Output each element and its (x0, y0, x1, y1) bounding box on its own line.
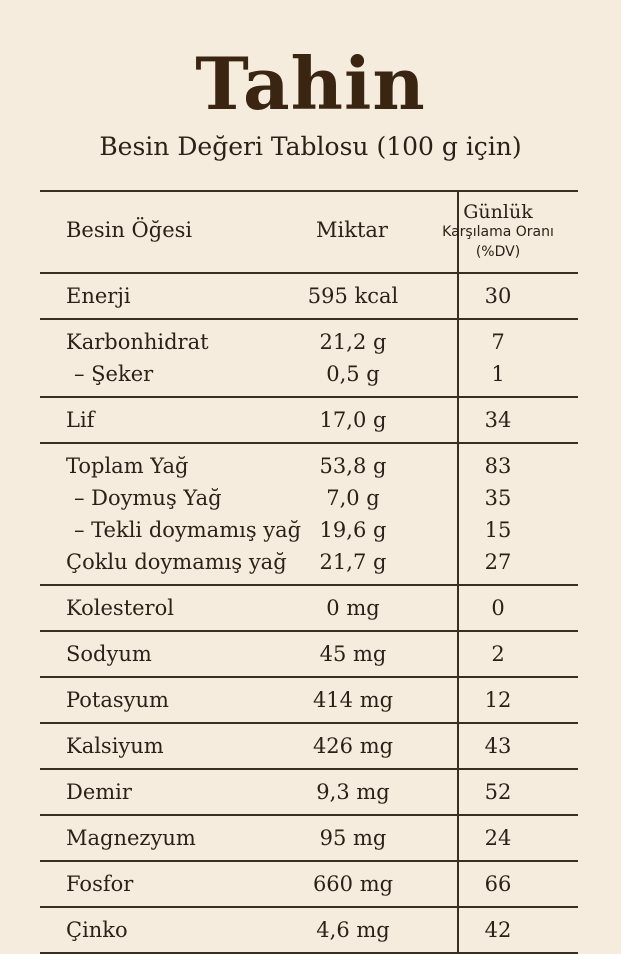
nutrient-name: Demir (66, 780, 132, 804)
table-row (40, 868, 578, 900)
nutrient-dv: 34 (484, 408, 512, 432)
nutrient-amount: 426 mg (312, 734, 394, 758)
table-row (40, 684, 578, 716)
table-row (40, 776, 578, 808)
nutrient-amount: 9,3 mg (316, 780, 390, 804)
nutrient-amount: 45 mg (319, 642, 387, 666)
nutrient-dv: 1 (491, 362, 505, 386)
table-row (40, 546, 578, 578)
table-row-group (40, 908, 578, 954)
nutrient-name: Enerji (66, 284, 131, 308)
table-row-group (40, 678, 578, 724)
table-row-group (40, 770, 578, 816)
nutrient-dv: 35 (484, 486, 512, 510)
nutrient-amount: 21,2 g (319, 330, 387, 354)
header-nutrient: Besin Öğesi (66, 218, 193, 242)
nutrient-dv: 2 (491, 642, 505, 666)
page-subtitle: Besin Değeri Tablosu (100 g için) (99, 132, 522, 161)
nutrient-amount: 660 mg (312, 872, 394, 896)
table-body (40, 274, 578, 954)
nutrient-dv: 66 (484, 872, 512, 896)
table-row-group (40, 444, 578, 586)
nutrient-name: – Doymuş Yağ (74, 486, 222, 510)
table-row (40, 450, 578, 482)
nutrient-name: Potasyum (66, 688, 169, 712)
nutrient-amount: 0,5 g (326, 362, 380, 386)
nutrient-name: Magnezyum (66, 826, 196, 850)
nutrient-dv: 83 (484, 454, 512, 478)
header-dv-line3: (%DV) (475, 244, 521, 260)
nutrient-amount: 95 mg (319, 826, 387, 850)
table-row (40, 358, 578, 390)
header-daily-value (418, 202, 578, 262)
nutrient-amount: 7,0 g (326, 486, 380, 510)
nutrient-dv: 52 (484, 780, 512, 804)
table-header (40, 192, 578, 274)
nutrient-amount: 21,7 g (319, 550, 387, 574)
nutrient-name: Kolesterol (66, 596, 174, 620)
nutrient-amount: 595 kcal (307, 284, 399, 308)
table-row (40, 914, 578, 946)
table-row (40, 638, 578, 670)
table-row-group (40, 724, 578, 770)
table-row-group (40, 398, 578, 444)
table-row (40, 404, 578, 436)
nutrition-table (40, 190, 578, 954)
nutrient-dv: 15 (484, 518, 512, 542)
nutrient-name: Kalsiyum (66, 734, 164, 758)
table-row-group (40, 586, 578, 632)
nutrient-name: Toplam Yağ (66, 454, 189, 478)
table-row (40, 822, 578, 854)
nutrient-amount: 4,6 mg (316, 918, 390, 942)
nutrient-name: – Tekli doymamış yağ (74, 518, 302, 542)
nutrient-amount: 414 mg (312, 688, 394, 712)
table-row (40, 280, 578, 312)
nutrient-amount: 19,6 g (319, 518, 387, 542)
table-row (40, 730, 578, 762)
nutrient-name: Karbonhidrat (66, 330, 209, 354)
nutrient-name: – Şeker (74, 362, 154, 386)
nutrient-name: Lif (66, 408, 95, 432)
nutrient-dv: 7 (491, 330, 505, 354)
table-row-group (40, 274, 578, 320)
table-row-group (40, 862, 578, 908)
nutrient-name: Çinko (66, 918, 128, 942)
table-row (40, 482, 578, 514)
nutrient-dv: 43 (484, 734, 512, 758)
nutrient-dv: 0 (491, 596, 505, 620)
nutrient-dv: 30 (484, 284, 512, 308)
header-dv-line2: Karşılama Oranı (442, 224, 554, 240)
table-row (40, 514, 578, 546)
header-amount: Miktar (316, 218, 388, 242)
nutrient-amount: 53,8 g (319, 454, 387, 478)
nutrient-amount: 0 mg (326, 596, 380, 620)
table-row (40, 592, 578, 624)
table-row-group (40, 320, 578, 398)
header-dv-line1: Günlük (463, 201, 533, 223)
table-row (40, 326, 578, 358)
nutrient-dv: 27 (484, 550, 512, 574)
nutrient-amount: 17,0 g (319, 408, 387, 432)
nutrient-dv: 24 (484, 826, 512, 850)
nutrient-dv: 42 (484, 918, 512, 942)
table-row-group (40, 816, 578, 862)
nutrient-name: Sodyum (66, 642, 152, 666)
page-title: Tahin (195, 41, 426, 126)
nutrient-dv: 12 (484, 688, 512, 712)
nutrient-name: Çoklu doymamış yağ (66, 550, 287, 574)
nutrient-name: Fosfor (66, 872, 134, 896)
table-row-group (40, 632, 578, 678)
